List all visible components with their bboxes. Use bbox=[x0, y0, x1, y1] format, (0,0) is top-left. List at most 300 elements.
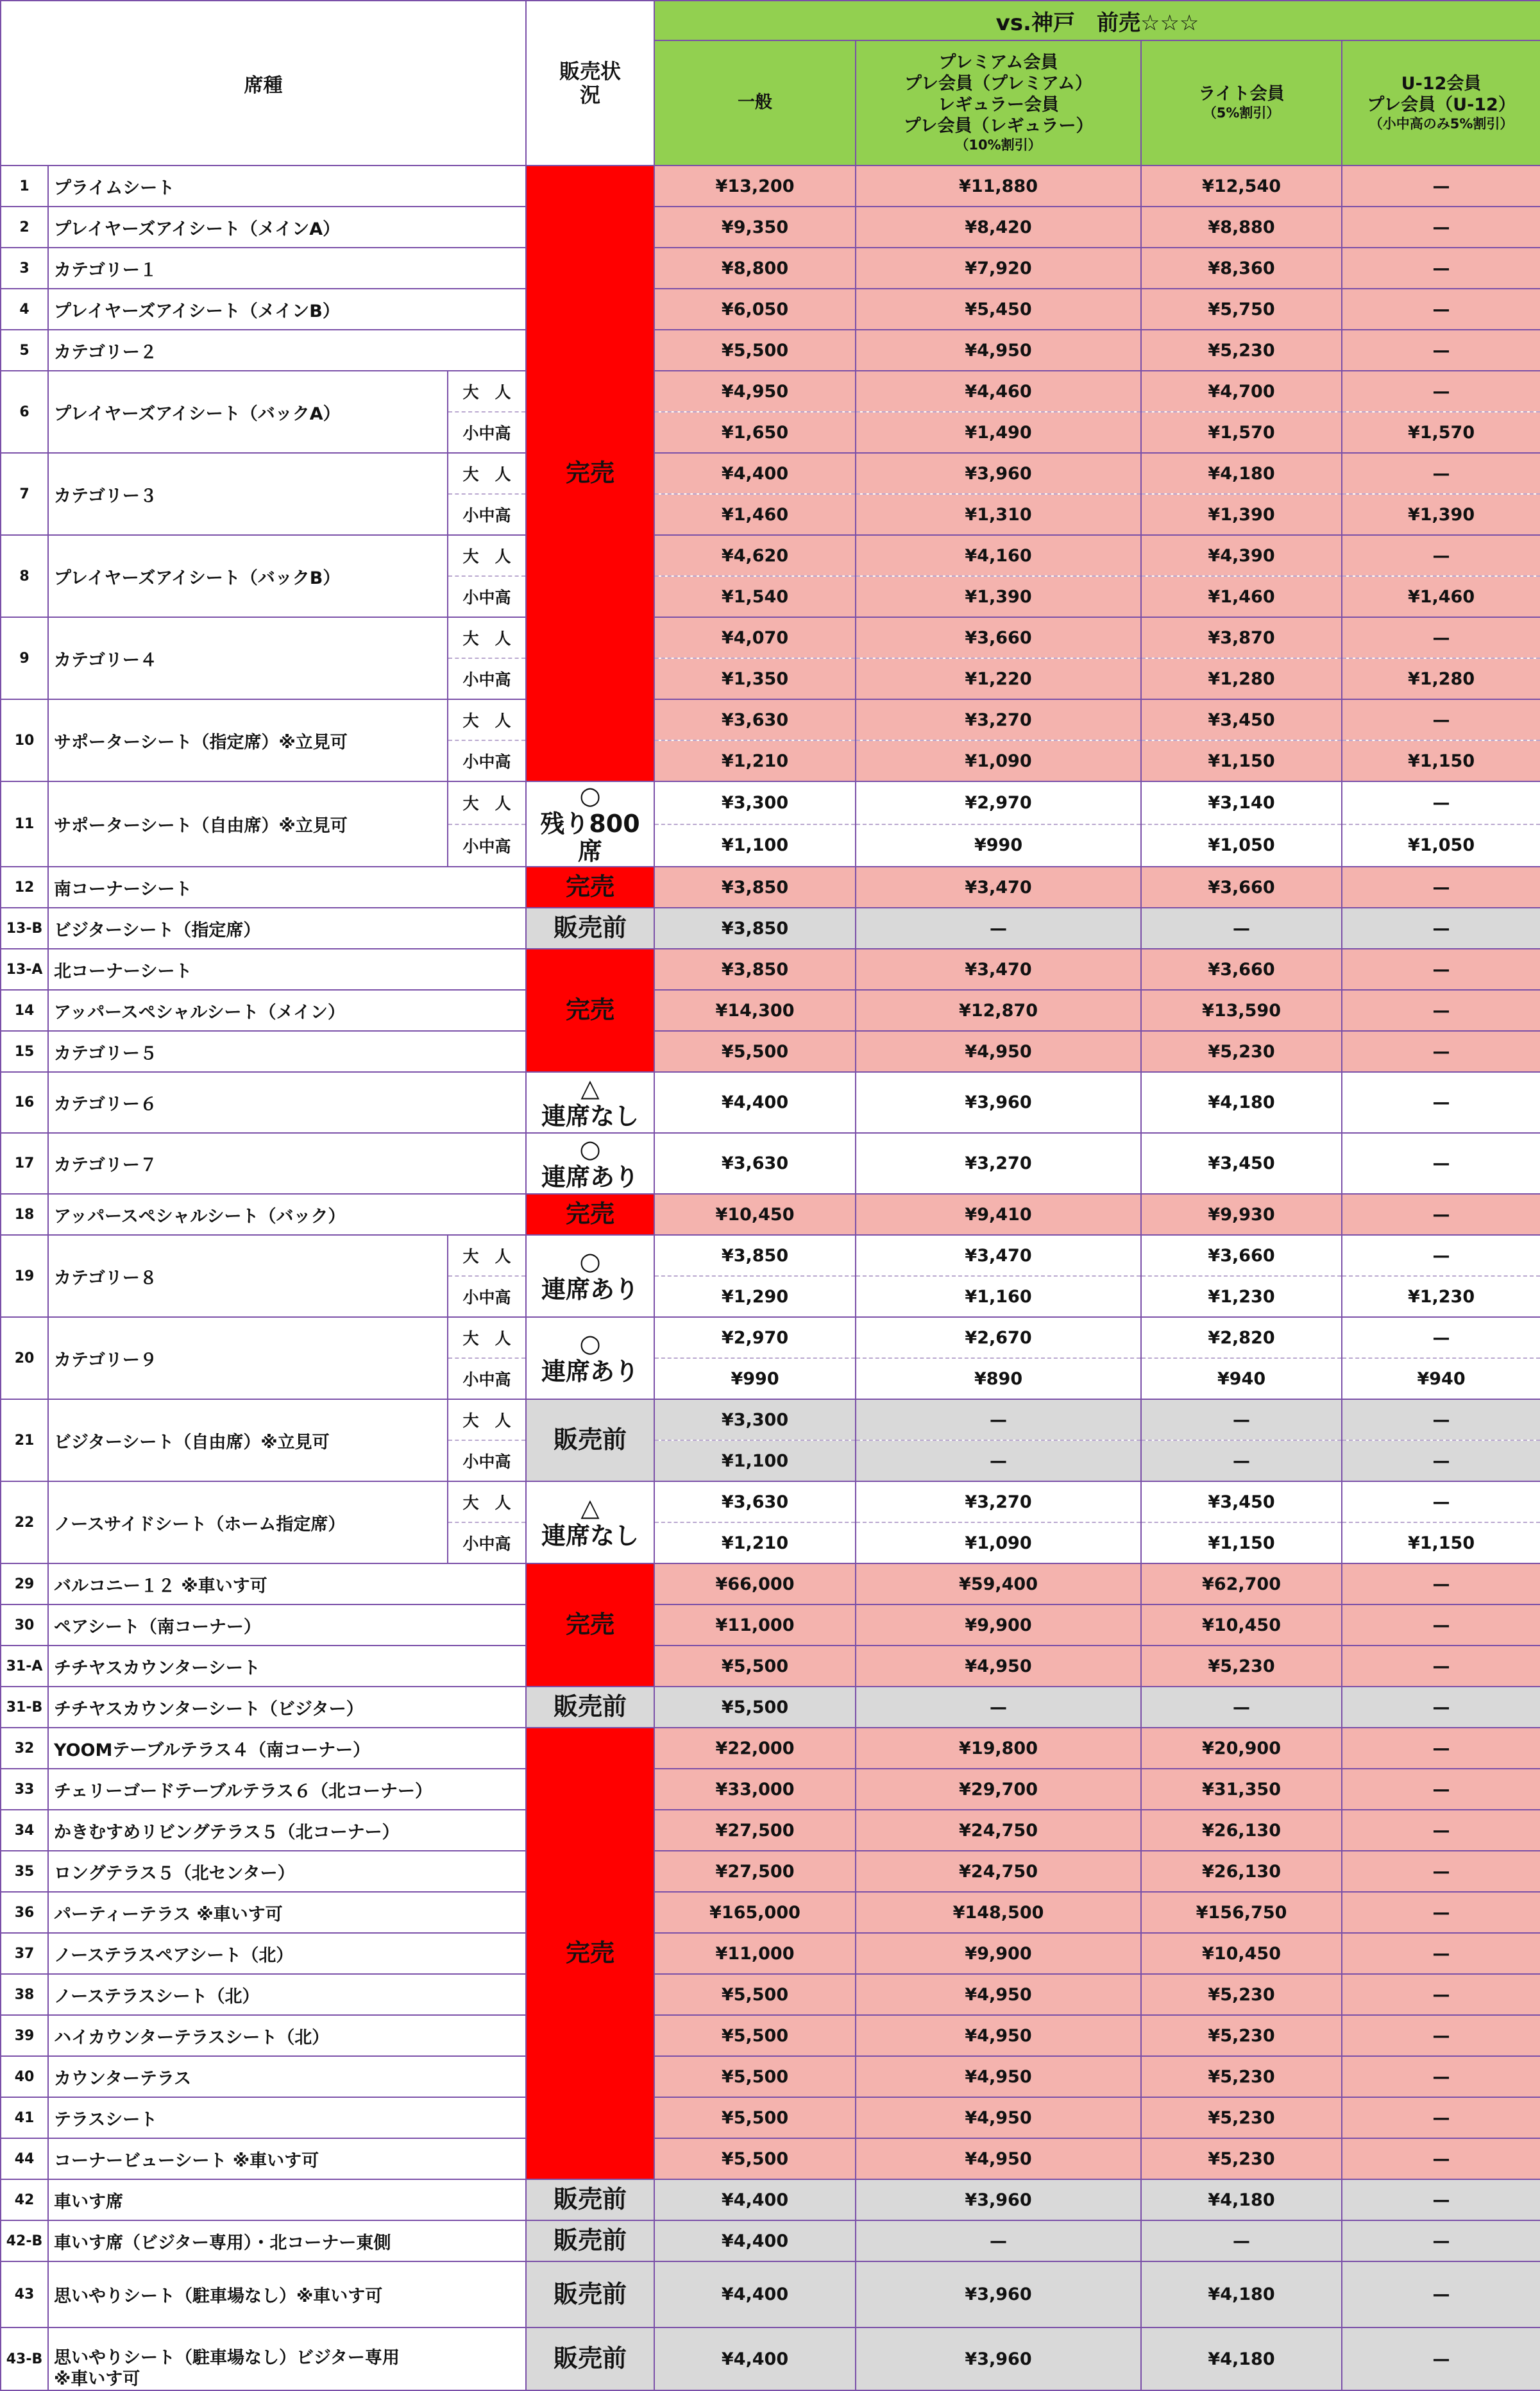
table-row bbox=[1, 1974, 1540, 2015]
price-cell: ¥5,500 bbox=[654, 1687, 856, 1728]
price-cell: ¥24,750 bbox=[856, 1851, 1141, 1892]
row-number: 42-B bbox=[1, 2220, 48, 2261]
row-number: 4 bbox=[1, 289, 48, 330]
table-row bbox=[1, 1728, 1540, 1769]
price-cell: ¥27,500 bbox=[654, 1810, 856, 1851]
seat-name-label: カテゴリー２ bbox=[54, 342, 157, 362]
price-cell: ¥148,500 bbox=[856, 1892, 1141, 1933]
age-category: 大 人 bbox=[448, 781, 526, 824]
row-number: 22 bbox=[1, 1481, 48, 1563]
sale-status-label: 販売前 bbox=[554, 914, 627, 942]
row-number: 10 bbox=[1, 699, 48, 781]
age-category: 大 人 bbox=[448, 535, 526, 576]
price-cell: — bbox=[1342, 2056, 1540, 2097]
price-cell: ¥1,460 bbox=[1141, 576, 1342, 617]
price-cell: — bbox=[1342, 2261, 1540, 2327]
table-row bbox=[1, 1481, 1540, 1522]
price-cell: ¥4,180 bbox=[1141, 2327, 1342, 2390]
price-cell: ¥1,050 bbox=[1141, 824, 1342, 867]
seat-name bbox=[48, 2261, 526, 2327]
sale-status-badge bbox=[526, 1133, 654, 1194]
seat-name-label: プレイヤーズアイシート（バックA） bbox=[54, 404, 341, 424]
row-number: 35 bbox=[1, 1851, 48, 1892]
price-cell: ¥19,800 bbox=[856, 1728, 1141, 1769]
seat-name-label: カテゴリー４ bbox=[54, 650, 157, 670]
row-number: 39 bbox=[1, 2015, 48, 2056]
row-number: 2 bbox=[1, 207, 48, 248]
seat-name-label: ロングテラス５（北センター） bbox=[54, 1863, 295, 1884]
seat-name-label: カテゴリー７ bbox=[54, 1155, 157, 1176]
price-cell: ¥5,500 bbox=[654, 2015, 856, 2056]
table-row bbox=[1, 908, 1540, 949]
sale-status-badge bbox=[526, 867, 654, 908]
row-number: 6 bbox=[1, 371, 48, 453]
price-cell: ¥3,450 bbox=[1141, 1481, 1342, 1522]
price-cell: ¥3,140 bbox=[1141, 781, 1342, 824]
age-category: 大 人 bbox=[448, 1317, 526, 1358]
table-row bbox=[1, 289, 1540, 330]
sale-status-label: 販売前 bbox=[554, 1692, 627, 1721]
price-cell: ¥3,450 bbox=[1141, 1133, 1342, 1194]
table-row bbox=[1, 1810, 1540, 1851]
price-cell: — bbox=[856, 1687, 1141, 1728]
price-cell: — bbox=[1342, 2097, 1540, 2138]
row-number: 33 bbox=[1, 1769, 48, 1810]
price-cell: ¥26,130 bbox=[1141, 1851, 1342, 1892]
price-cell: — bbox=[1342, 453, 1540, 494]
row-number: 14 bbox=[1, 990, 48, 1031]
table-row bbox=[1, 2261, 1540, 2327]
table-row bbox=[1, 617, 1540, 658]
price-cell: ¥33,000 bbox=[654, 1769, 856, 1810]
seat-name bbox=[48, 617, 448, 699]
row-number: 16 bbox=[1, 1072, 48, 1133]
age-category: 大 人 bbox=[448, 617, 526, 658]
price-cell: ¥1,460 bbox=[1342, 576, 1540, 617]
price-cell: ¥4,950 bbox=[856, 2138, 1141, 2179]
age-category: 小中高 bbox=[448, 1522, 526, 1563]
seat-name bbox=[48, 699, 448, 781]
price-cell: ¥5,500 bbox=[654, 2138, 856, 2179]
price-cell: ¥4,950 bbox=[856, 330, 1141, 371]
price-cell: ¥5,230 bbox=[1141, 1974, 1342, 2015]
price-cell: ¥1,090 bbox=[856, 740, 1141, 781]
seat-name bbox=[48, 1769, 526, 1810]
price-cell: — bbox=[1342, 1235, 1540, 1276]
seat-name bbox=[48, 2138, 526, 2179]
price-cell: — bbox=[1141, 908, 1342, 949]
price-cell: ¥3,870 bbox=[1141, 617, 1342, 658]
price-cell: ¥3,300 bbox=[654, 781, 856, 824]
price-cell: — bbox=[1342, 617, 1540, 658]
price-cell: ¥3,850 bbox=[654, 949, 856, 990]
price-cell: — bbox=[1342, 1933, 1540, 1974]
row-number: 32 bbox=[1, 1728, 48, 1769]
seat-name bbox=[48, 1892, 526, 1933]
row-number: 21 bbox=[1, 1399, 48, 1481]
price-cell: ¥1,280 bbox=[1141, 658, 1342, 699]
price-cell: ¥4,180 bbox=[1141, 1072, 1342, 1133]
price-cell: ¥1,230 bbox=[1342, 1276, 1540, 1317]
price-cell: ¥1,350 bbox=[654, 658, 856, 699]
price-cell: — bbox=[1342, 371, 1540, 412]
price-cell: ¥2,820 bbox=[1141, 1317, 1342, 1358]
price-cell: ¥13,200 bbox=[654, 166, 856, 207]
price-col-header-line: プレ会員（レギュラー） bbox=[903, 115, 1094, 136]
price-cell: — bbox=[1342, 330, 1540, 371]
row-number: 15 bbox=[1, 1031, 48, 1072]
price-cell: ¥20,900 bbox=[1141, 1728, 1342, 1769]
price-cell: ¥4,180 bbox=[1141, 2179, 1342, 2220]
seat-name bbox=[48, 1974, 526, 2015]
table-row bbox=[1, 330, 1540, 371]
price-cell: ¥4,070 bbox=[654, 617, 856, 658]
price-cell: ¥6,050 bbox=[654, 289, 856, 330]
price-cell: ¥5,230 bbox=[1141, 2097, 1342, 2138]
price-cell: ¥3,450 bbox=[1141, 699, 1342, 740]
age-category: 小中高 bbox=[448, 658, 526, 699]
sale-status-label: 販売前 bbox=[554, 2226, 627, 2255]
seat-name bbox=[48, 371, 448, 453]
seat-name bbox=[48, 1933, 526, 1974]
row-number: 12 bbox=[1, 867, 48, 908]
age-category: 小中高 bbox=[448, 576, 526, 617]
table-row bbox=[1, 1194, 1540, 1235]
price-cell: ¥8,420 bbox=[856, 207, 1141, 248]
row-number: 19 bbox=[1, 1235, 48, 1317]
price-cell: ¥3,470 bbox=[856, 949, 1141, 990]
age-category: 小中高 bbox=[448, 740, 526, 781]
price-cell: ¥5,230 bbox=[1141, 1031, 1342, 1072]
row-number: 11 bbox=[1, 781, 48, 867]
price-col-header-note: （5%割引） bbox=[1203, 105, 1280, 121]
sale-status-badge bbox=[526, 1317, 654, 1399]
table-row bbox=[1, 453, 1540, 494]
row-number: 31-A bbox=[1, 1646, 48, 1687]
seat-name-label: ノースサイドシート（ホーム指定席） bbox=[54, 1514, 346, 1535]
price-cell: ¥940 bbox=[1342, 1358, 1540, 1399]
price-cell: ¥3,850 bbox=[654, 908, 856, 949]
price-cell: ¥10,450 bbox=[1141, 1933, 1342, 1974]
seat-name-label: バルコニー１２ ※車いす可 bbox=[54, 1576, 267, 1596]
price-col-header-line: プレミアム会員 bbox=[938, 52, 1058, 72]
price-col-header-line: プレ会員（プレミアム） bbox=[904, 73, 1092, 94]
price-cell: — bbox=[1342, 166, 1540, 207]
price-cell: — bbox=[1141, 1440, 1342, 1481]
row-number: 34 bbox=[1, 1810, 48, 1851]
row-number: 41 bbox=[1, 2097, 48, 2138]
price-col-header-note: （10%割引） bbox=[955, 137, 1042, 153]
price-cell: ¥1,290 bbox=[654, 1276, 856, 1317]
seat-name-label: YOOMテーブルテラス４（南コーナー） bbox=[54, 1740, 371, 1760]
price-cell: ¥4,400 bbox=[654, 2261, 856, 2327]
price-col-header bbox=[1342, 40, 1540, 166]
price-cell: ¥8,800 bbox=[654, 248, 856, 289]
sale-status-label: ○ 連席あり bbox=[541, 1247, 639, 1304]
price-cell: ¥8,360 bbox=[1141, 248, 1342, 289]
seat-name-label: アッパースペシャルシート（バック） bbox=[54, 1206, 346, 1227]
seat-name bbox=[48, 2179, 526, 2220]
price-cell: ¥1,150 bbox=[1342, 1522, 1540, 1563]
row-number: 43-B bbox=[1, 2327, 48, 2390]
price-cell: ¥890 bbox=[856, 1358, 1141, 1399]
seat-name-label: カテゴリー１ bbox=[54, 260, 157, 280]
price-cell: ¥3,270 bbox=[856, 1133, 1141, 1194]
price-cell: — bbox=[1342, 1769, 1540, 1810]
table-row bbox=[1, 2056, 1540, 2097]
price-col-header-line: レギュラー会員 bbox=[938, 94, 1060, 115]
row-number: 36 bbox=[1, 1892, 48, 1933]
price-cell: ¥156,750 bbox=[1141, 1892, 1342, 1933]
price-cell: — bbox=[1342, 1892, 1540, 1933]
price-cell: ¥3,660 bbox=[1141, 867, 1342, 908]
price-cell: ¥9,410 bbox=[856, 1194, 1141, 1235]
seat-name bbox=[48, 908, 526, 949]
seat-name-label: チチヤスカウンターシート（ビジター） bbox=[54, 1699, 364, 1719]
price-cell: ¥5,500 bbox=[654, 1646, 856, 1687]
seat-name bbox=[48, 1133, 526, 1194]
row-number: 40 bbox=[1, 2056, 48, 2097]
price-cell: ¥4,700 bbox=[1141, 371, 1342, 412]
sale-status-badge bbox=[526, 1481, 654, 1563]
seat-name-label: カテゴリー８ bbox=[54, 1268, 157, 1288]
sale-status-label: ○ 連席あり bbox=[541, 1134, 639, 1191]
price-cell: ¥5,230 bbox=[1141, 2056, 1342, 2097]
price-cell: — bbox=[1342, 2138, 1540, 2179]
table-row bbox=[1, 1851, 1540, 1892]
price-cell: ¥4,950 bbox=[856, 1646, 1141, 1687]
seat-name bbox=[48, 453, 448, 535]
price-cell: — bbox=[1342, 1399, 1540, 1440]
row-number: 44 bbox=[1, 2138, 48, 2179]
seat-name bbox=[48, 2327, 526, 2390]
price-cell: ¥1,100 bbox=[654, 1440, 856, 1481]
price-cell: — bbox=[1141, 2220, 1342, 2261]
seat-name bbox=[48, 867, 526, 908]
seat-name-label: 思いやりシート（駐車場なし）ビジター専用 ※車いす可 bbox=[54, 2348, 400, 2389]
seat-name bbox=[48, 330, 526, 371]
price-col-header-note: （小中高のみ5%割引） bbox=[1369, 115, 1514, 132]
row-number: 7 bbox=[1, 453, 48, 535]
price-cell: ¥5,230 bbox=[1141, 330, 1342, 371]
seat-name-label: チチヤスカウンターシート bbox=[54, 1658, 260, 1678]
price-cell: ¥1,650 bbox=[654, 412, 856, 453]
age-category: 小中高 bbox=[448, 1440, 526, 1481]
table-row bbox=[1, 1563, 1540, 1604]
price-cell: — bbox=[1342, 781, 1540, 824]
price-cell: — bbox=[1342, 1851, 1540, 1892]
price-cell: ¥4,950 bbox=[856, 2056, 1141, 2097]
price-cell: ¥1,150 bbox=[1342, 740, 1540, 781]
age-category: 小中高 bbox=[448, 412, 526, 453]
price-cell: ¥5,450 bbox=[856, 289, 1141, 330]
age-category: 小中高 bbox=[448, 1358, 526, 1399]
price-cell: ¥4,160 bbox=[856, 535, 1141, 576]
seat-name bbox=[48, 1317, 448, 1399]
table-row bbox=[1, 781, 1540, 824]
price-cell: ¥5,500 bbox=[654, 1031, 856, 1072]
price-cell: ¥3,630 bbox=[654, 1481, 856, 1522]
seat-name bbox=[48, 1687, 526, 1728]
table-row bbox=[1, 2015, 1540, 2056]
price-cell: ¥3,470 bbox=[856, 1235, 1141, 1276]
price-col-header-line: プレ会員（U-12） bbox=[1367, 94, 1516, 115]
price-cell: — bbox=[1342, 1604, 1540, 1646]
price-cell: ¥5,230 bbox=[1141, 2138, 1342, 2179]
sale-status-badge bbox=[526, 908, 654, 949]
age-category: 大 人 bbox=[448, 1235, 526, 1276]
status-header-label: 販売状況 bbox=[559, 58, 622, 107]
table-row bbox=[1, 166, 1540, 207]
seat-name-label: 北コーナーシート bbox=[54, 961, 192, 982]
price-cell: ¥4,400 bbox=[654, 2179, 856, 2220]
table-row bbox=[1, 1399, 1540, 1440]
sale-status-badge bbox=[526, 1687, 654, 1728]
price-cell: ¥4,180 bbox=[1141, 2261, 1342, 2327]
seat-name bbox=[48, 949, 526, 990]
sale-status-badge bbox=[526, 1194, 654, 1235]
price-cell: ¥1,570 bbox=[1342, 412, 1540, 453]
price-cell: — bbox=[1342, 1810, 1540, 1851]
seat-name bbox=[48, 1481, 448, 1563]
price-cell: ¥4,180 bbox=[1141, 453, 1342, 494]
price-cell: ¥4,950 bbox=[856, 1974, 1141, 2015]
price-cell: — bbox=[1342, 248, 1540, 289]
seat-name-label: ビジターシート（自由席）※立見可 bbox=[54, 1432, 330, 1452]
price-cell: ¥1,540 bbox=[654, 576, 856, 617]
price-cell: ¥3,850 bbox=[654, 867, 856, 908]
seat-name-label: サポーターシート（指定席）※立見可 bbox=[54, 732, 348, 753]
price-col-header bbox=[1141, 40, 1342, 166]
seat-name-label: プライムシート bbox=[54, 178, 175, 198]
seat-name-label: ペアシート（南コーナー） bbox=[54, 1617, 261, 1637]
price-cell: ¥4,950 bbox=[856, 1031, 1141, 1072]
sale-status-label: 完売 bbox=[566, 1200, 615, 1229]
seat-name bbox=[48, 535, 448, 617]
price-col-header-line: 一般 bbox=[738, 92, 773, 113]
age-category: 大 人 bbox=[448, 371, 526, 412]
price-cell: ¥1,280 bbox=[1342, 658, 1540, 699]
price-cell: ¥1,090 bbox=[856, 1522, 1141, 1563]
table-row bbox=[1, 699, 1540, 740]
price-cell: ¥10,450 bbox=[1141, 1604, 1342, 1646]
price-cell: — bbox=[856, 1440, 1141, 1481]
seat-name bbox=[48, 2056, 526, 2097]
table-row bbox=[1, 867, 1540, 908]
table-row bbox=[1, 1072, 1540, 1133]
price-cell: ¥165,000 bbox=[654, 1892, 856, 1933]
price-cell: ¥2,970 bbox=[654, 1317, 856, 1358]
price-col-header-line: U-12会員 bbox=[1401, 73, 1482, 94]
price-cell: ¥5,500 bbox=[654, 2056, 856, 2097]
seat-name-label: パーティーテラス ※車いす可 bbox=[54, 1904, 283, 1925]
price-cell: ¥9,900 bbox=[856, 1604, 1141, 1646]
row-number: 18 bbox=[1, 1194, 48, 1235]
price-cell: ¥3,660 bbox=[856, 617, 1141, 658]
price-cell: ¥1,570 bbox=[1141, 412, 1342, 453]
price-cell: ¥12,870 bbox=[856, 990, 1141, 1031]
sale-status-badge bbox=[526, 2327, 654, 2390]
price-cell: — bbox=[1141, 1687, 1342, 1728]
price-cell: ¥9,900 bbox=[856, 1933, 1141, 1974]
price-cell: — bbox=[1342, 2179, 1540, 2220]
price-cell: ¥1,210 bbox=[654, 740, 856, 781]
sale-status-badge bbox=[526, 2261, 654, 2327]
price-cell: — bbox=[1141, 1399, 1342, 1440]
seat-name-label: ノーステラスペアシート（北） bbox=[54, 1945, 294, 1966]
seat-name-label: カテゴリー３ bbox=[54, 486, 157, 506]
price-cell: — bbox=[1342, 2327, 1540, 2390]
row-number: 38 bbox=[1, 1974, 48, 2015]
status-header bbox=[526, 1, 654, 166]
price-cell: — bbox=[1342, 535, 1540, 576]
row-number: 20 bbox=[1, 1317, 48, 1399]
row-number: 29 bbox=[1, 1563, 48, 1604]
seat-name-label: プレイヤーズアイシート（メインB） bbox=[54, 301, 340, 321]
table-row bbox=[1, 2327, 1540, 2390]
price-cell: — bbox=[856, 1399, 1141, 1440]
price-cell: ¥2,670 bbox=[856, 1317, 1141, 1358]
table-row bbox=[1, 949, 1540, 990]
price-cell: ¥11,000 bbox=[654, 1604, 856, 1646]
row-number: 8 bbox=[1, 535, 48, 617]
price-cell: ¥1,150 bbox=[1141, 740, 1342, 781]
table-row bbox=[1, 1031, 1540, 1072]
price-cell: ¥4,400 bbox=[654, 453, 856, 494]
seat-name bbox=[48, 1235, 448, 1317]
price-cell: ¥3,660 bbox=[1141, 1235, 1342, 1276]
price-cell: ¥990 bbox=[654, 1358, 856, 1399]
seat-name-label: プレイヤーズアイシート（バックB） bbox=[54, 568, 341, 588]
seat-name-label: 南コーナーシート bbox=[54, 879, 192, 899]
table-row bbox=[1, 2138, 1540, 2179]
price-cell: ¥3,630 bbox=[654, 699, 856, 740]
seat-name-label: カテゴリー６ bbox=[54, 1094, 157, 1115]
table-row bbox=[1, 1604, 1540, 1646]
seat-name-label: カテゴリー５ bbox=[54, 1043, 157, 1064]
price-cell: — bbox=[1342, 1133, 1540, 1194]
sale-status-badge bbox=[526, 1399, 654, 1481]
seat-name bbox=[48, 2015, 526, 2056]
table-row bbox=[1, 1235, 1540, 1276]
age-category: 大 人 bbox=[448, 699, 526, 740]
price-cell: — bbox=[1342, 699, 1540, 740]
sale-status-label: 販売前 bbox=[554, 2344, 627, 2373]
sale-status-badge bbox=[526, 1072, 654, 1133]
sale-status-badge bbox=[526, 1563, 654, 1687]
price-cell: ¥3,960 bbox=[856, 2327, 1141, 2390]
seat-name-label: かきむすめリビングテラス５（北コーナー） bbox=[54, 1822, 400, 1842]
price-cell: ¥3,960 bbox=[856, 2261, 1141, 2327]
price-cell: ¥1,390 bbox=[1141, 494, 1342, 535]
price-cell: ¥2,970 bbox=[856, 781, 1141, 824]
row-number: 13-A bbox=[1, 949, 48, 990]
price-cell: ¥4,950 bbox=[856, 2015, 1141, 2056]
seat-name bbox=[48, 2220, 526, 2261]
price-cell: ¥3,270 bbox=[856, 699, 1141, 740]
price-cell: ¥1,150 bbox=[1141, 1522, 1342, 1563]
sale-status-label: 完売 bbox=[566, 872, 615, 901]
sale-status-label: 完売 bbox=[566, 996, 615, 1025]
price-cell: ¥31,350 bbox=[1141, 1769, 1342, 1810]
sale-status-label: 完売 bbox=[566, 1610, 615, 1639]
price-cell: ¥4,390 bbox=[1141, 535, 1342, 576]
sale-status-label: 販売前 bbox=[554, 2279, 627, 2308]
seat-name bbox=[48, 1810, 526, 1851]
price-cell: ¥3,960 bbox=[856, 453, 1141, 494]
seat-name bbox=[48, 1072, 526, 1133]
seat-type-header: 席種 bbox=[1, 1, 526, 166]
